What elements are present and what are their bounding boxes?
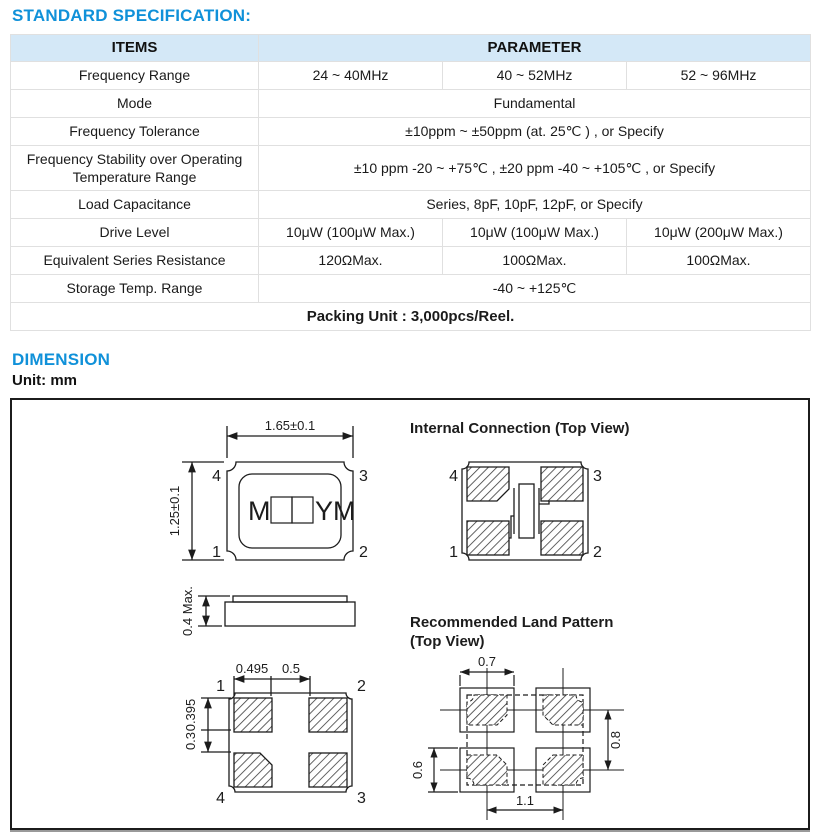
value-cell: 52 ~ 96MHz <box>627 61 811 89</box>
side-height-label: 0.4 Max. <box>180 586 195 636</box>
land-left-pin-4: 4 <box>216 790 225 807</box>
dimension-diagram <box>12 400 808 828</box>
value-cell: 120ΩMax. <box>259 246 443 274</box>
table-row <box>11 145 811 190</box>
land-right-dim-11: 1.1 <box>515 793 535 808</box>
packing-unit-row <box>11 302 811 331</box>
item-cell: Equivalent Series Resistance <box>11 246 259 274</box>
package-top-view-drawing <box>182 426 353 560</box>
value-cell: 10μW (100μW Max.) <box>443 218 627 246</box>
item-cell: Load Capacitance <box>11 190 259 218</box>
item-cell: Frequency Tolerance <box>11 117 259 145</box>
item-cell: Frequency Range <box>11 61 259 89</box>
value-cell: 100ΩMax. <box>443 246 627 274</box>
table-row <box>11 89 811 117</box>
value-cell: 10μW (200μW Max.) <box>627 218 811 246</box>
land-pattern-title-line2: (Top View) <box>410 633 485 650</box>
pin-label-4: 4 <box>212 468 221 485</box>
land-right-dim-07: 0.7 <box>477 654 497 669</box>
item-cell: Storage Temp. Range <box>11 274 259 302</box>
land-left-dim-05: 0.5 <box>281 661 301 676</box>
marking-suffix-label: YM <box>315 496 356 526</box>
internal-connection-title: Internal Connection (Top View) <box>410 420 630 437</box>
spec-table <box>10 34 811 331</box>
table-row <box>11 274 811 302</box>
dim-height-label: 1.25±0.1 <box>167 485 182 537</box>
col-header-parameter: PARAMETER <box>259 35 811 62</box>
land-left-dim-03: 0.3 <box>183 731 198 751</box>
value-cell: -40 ~ +125℃ <box>259 274 811 302</box>
packing-unit-note: Packing Unit : 3,000pcs/Reel. <box>11 302 811 331</box>
table-header-row <box>11 35 811 62</box>
table-row <box>11 61 811 89</box>
pin-label-2: 2 <box>359 544 368 561</box>
table-row <box>11 218 811 246</box>
internal-pin-1: 1 <box>449 544 458 561</box>
value-cell: Fundamental <box>259 89 811 117</box>
internal-connection-drawing <box>462 462 588 560</box>
value-cell: Series, 8pF, 10pF, 12pF, or Specify <box>259 190 811 218</box>
value-cell: 100ΩMax. <box>627 246 811 274</box>
unit-label: Unit: mm <box>12 372 77 389</box>
value-cell: 40 ~ 52MHz <box>443 61 627 89</box>
land-pattern-title-line1: Recommended Land Pattern <box>410 614 614 631</box>
table-row <box>11 190 811 218</box>
value-cell: ±10 ppm -20 ~ +75℃ , ±20 ppm -40 ~ +105℃ , or Specify <box>259 145 811 190</box>
col-header-items: ITEMS <box>11 35 259 62</box>
table-row <box>11 117 811 145</box>
pin-label-1: 1 <box>212 544 221 561</box>
table-row <box>11 246 811 274</box>
pin-label-3: 3 <box>359 468 368 485</box>
land-right-dim-08: 0.8 <box>608 730 623 750</box>
land-right-dim-06: 0.6 <box>410 760 425 780</box>
value-cell: 10μW (100μW Max.) <box>259 218 443 246</box>
spec-section-heading: STANDARD SPECIFICATION: <box>12 6 252 25</box>
item-cell: Frequency Stability over Operating Temperature Range <box>11 145 259 190</box>
internal-pin-3: 3 <box>593 468 602 485</box>
dimension-diagram-panel <box>10 398 810 830</box>
dim-width-label: 1.65±0.1 <box>264 418 316 433</box>
side-view-drawing <box>198 596 355 626</box>
land-left-dim-0495: 0.495 <box>235 661 269 676</box>
internal-pin-2: 2 <box>593 544 602 561</box>
land-left-pin-3: 3 <box>357 790 366 807</box>
item-cell: Mode <box>11 89 259 117</box>
dimension-section-heading: DIMENSION <box>12 350 111 369</box>
item-cell: Drive Level <box>11 218 259 246</box>
internal-pin-4: 4 <box>449 468 458 485</box>
value-cell: ±10ppm ~ ±50ppm (at. 25℃ ) , or Specify <box>259 117 811 145</box>
land-left-dim-0395: 0.395 <box>183 698 198 732</box>
land-left-pin-1: 1 <box>216 678 225 695</box>
value-cell: 24 ~ 40MHz <box>259 61 443 89</box>
land-left-pin-2: 2 <box>357 678 366 695</box>
marking-prefix-label: M <box>248 496 271 526</box>
